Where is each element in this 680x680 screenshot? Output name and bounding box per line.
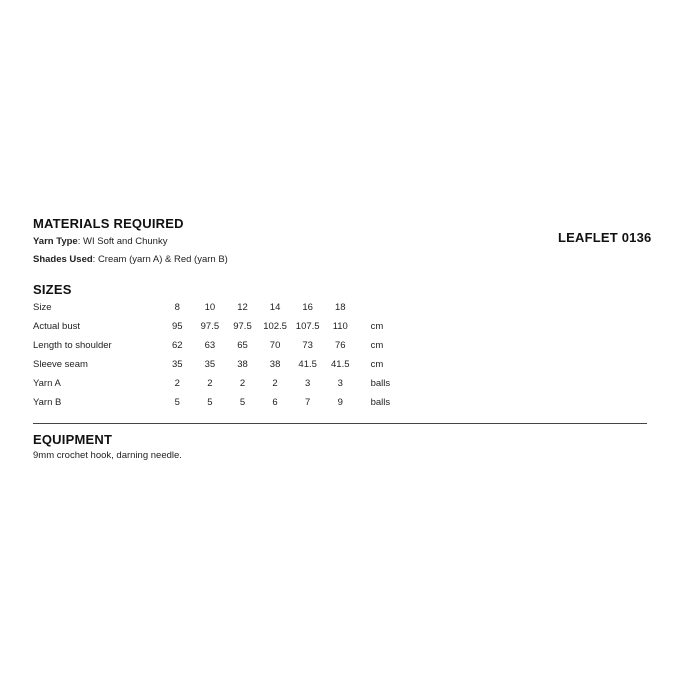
table-cell: 6 — [272, 397, 278, 408]
table-cell: 14 — [269, 302, 281, 313]
table-cell: 5 — [207, 397, 213, 408]
table-cell: 3 — [337, 378, 343, 389]
row-unit — [357, 298, 411, 317]
shades-label: Shades Used — [33, 254, 93, 265]
sizes-heading: SIZES — [33, 282, 72, 297]
table-cell: 3 — [305, 378, 311, 389]
table-cell: 5 — [174, 397, 180, 408]
table-cell: 18 — [334, 302, 346, 313]
table-cell: 8 — [174, 302, 180, 313]
table-cell: 41.5 — [298, 359, 317, 370]
table-cell: 97.5 — [200, 321, 220, 332]
table-cell: 10 — [204, 302, 216, 313]
table-cell: 9 — [337, 397, 343, 408]
table-cell: 102.5 — [263, 321, 287, 332]
row-label: Size — [33, 302, 52, 313]
row-unit: cm — [370, 359, 384, 370]
sizes-table — [33, 298, 411, 412]
yarn-type-line — [33, 236, 167, 247]
table-cell: 2 — [174, 378, 180, 389]
table-cell: 110 — [332, 321, 348, 332]
shades-value: : Cream (yarn A) & Red (yarn B) — [92, 254, 228, 265]
table-cell: 35 — [204, 359, 216, 370]
leaflet-code: LEAFLET 0136 — [558, 230, 652, 245]
shades-line — [33, 254, 228, 265]
row-label: Length to shoulder — [33, 340, 112, 351]
table-cell: 76 — [334, 340, 346, 351]
row-unit: balls — [370, 397, 391, 408]
table-cell: 2 — [207, 378, 213, 389]
table-cell: 62 — [172, 340, 183, 351]
row-label: Sleeve seam — [33, 359, 88, 370]
table-row — [33, 374, 411, 393]
section-divider — [33, 423, 647, 424]
row-label: Yarn A — [33, 378, 61, 389]
row-label: Actual bust — [33, 321, 80, 332]
row-unit: balls — [370, 378, 391, 389]
table-cell: 7 — [305, 397, 311, 408]
table-cell: 12 — [237, 302, 248, 313]
table-cell: 38 — [237, 359, 248, 370]
row-unit: cm — [370, 340, 384, 351]
table-row — [33, 355, 411, 374]
table-cell: 2 — [272, 378, 278, 389]
table-cell: 16 — [302, 302, 313, 313]
table-cell: 95 — [172, 321, 183, 332]
equipment-heading: EQUIPMENT — [33, 432, 113, 447]
table-cell: 41.5 — [331, 359, 350, 370]
equipment-text: 9mm crochet hook, darning needle. — [33, 450, 182, 461]
row-unit: cm — [370, 321, 384, 332]
table-cell: 2 — [239, 378, 246, 389]
row-label: Yarn B — [33, 397, 62, 408]
table-cell: 38 — [269, 359, 281, 370]
table-row — [33, 317, 411, 336]
table-cell: 70 — [269, 340, 281, 351]
table-row — [33, 393, 411, 412]
table-row — [33, 298, 411, 317]
table-row — [33, 336, 411, 355]
yarn-type-value: : WI Soft and Chunky — [77, 236, 168, 247]
table-cell: 63 — [204, 340, 216, 351]
yarn-type-label: Yarn Type — [33, 236, 78, 247]
materials-heading: MATERIALS REQUIRED — [33, 216, 184, 231]
table-cell: 107.5 — [295, 321, 320, 332]
table-cell: 97.5 — [233, 321, 252, 332]
table-cell: 65 — [237, 340, 248, 351]
table-cell: 73 — [302, 340, 313, 351]
table-cell: 35 — [172, 359, 183, 370]
table-cell: 5 — [239, 397, 246, 408]
